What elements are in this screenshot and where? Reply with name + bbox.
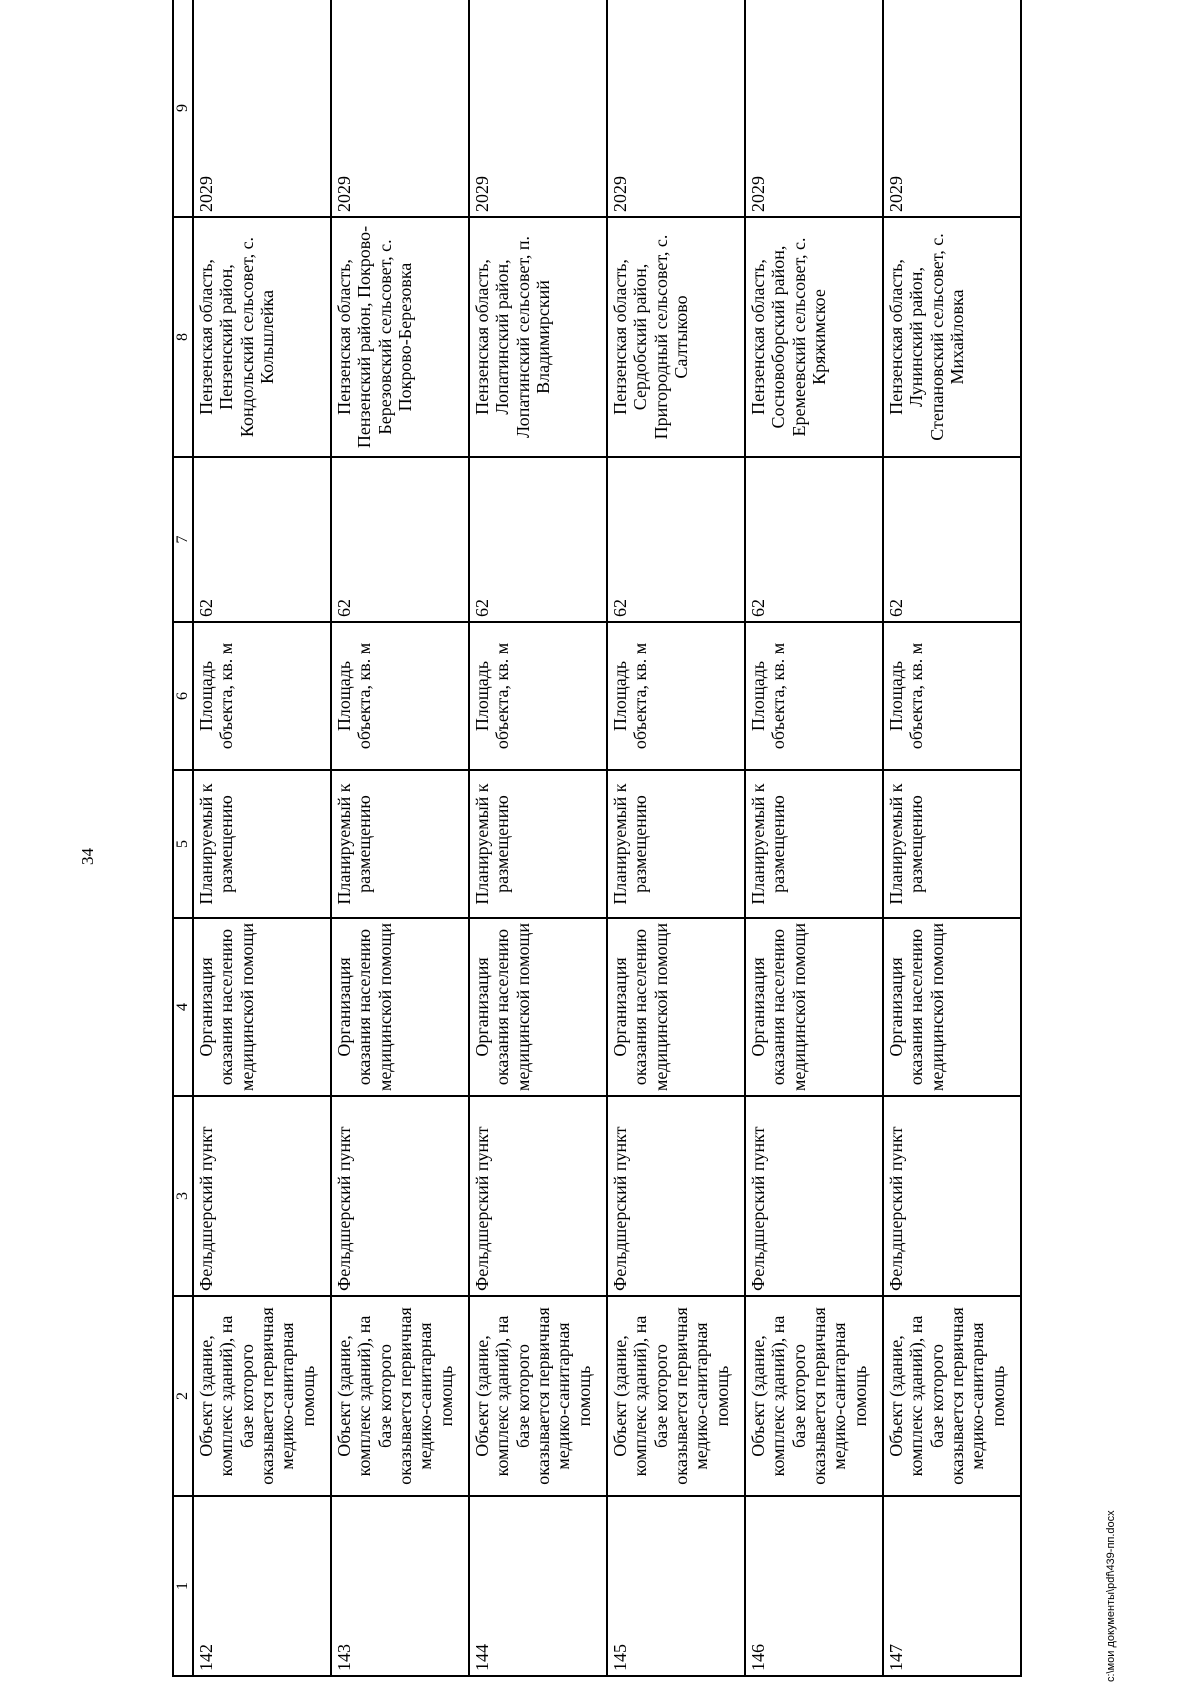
object-type-cell: Объект (здание, комплекс зданий), на базе которого оказывается первичная медико-санитарная помощь: [193, 1296, 331, 1496]
object-name-cell: Фельдшерский пункт: [331, 1096, 469, 1296]
header-cell: 4: [173, 918, 193, 1096]
row-number-cell: 144: [469, 1496, 607, 1676]
year-cell: 2029: [745, 0, 883, 217]
object-name-cell: Фельдшерский пункт: [745, 1096, 883, 1296]
characteristic-cell: Площадь объекта, кв. м: [745, 622, 883, 770]
row-number-cell: 145: [607, 1496, 745, 1676]
status-cell: Планируемый к размещению: [193, 770, 331, 918]
object-type-cell: Объект (здание, комплекс зданий), на базе которого оказывается первичная медико-санитарная помощь: [883, 1296, 1021, 1496]
document-table-container: [172, 0, 1017, 1677]
characteristic-cell: Площадь объекта, кв. м: [883, 622, 1021, 770]
header-cell: 6: [173, 622, 193, 770]
purpose-cell: Организация оказания населению медицинской помощи: [331, 918, 469, 1096]
table-row: [883, 0, 1021, 1676]
header-cell: 7: [173, 457, 193, 622]
value-cell: 62: [607, 457, 745, 622]
purpose-cell: Организация оказания населению медицинской помощи: [883, 918, 1021, 1096]
characteristic-cell: Площадь объекта, кв. м: [469, 622, 607, 770]
year-cell: 2029: [607, 0, 745, 217]
status-cell: Планируемый к размещению: [745, 770, 883, 918]
purpose-cell: Организация оказания населению медицинской помощи: [745, 918, 883, 1096]
table-row: [193, 0, 331, 1676]
object-name-cell: Фельдшерский пункт: [607, 1096, 745, 1296]
location-cell: Пензенская область, Сосновоборский район, Еремеевский сельсовет, с. Кряжимское: [745, 217, 883, 457]
year-cell: 2029: [193, 0, 331, 217]
value-cell: 62: [193, 457, 331, 622]
characteristic-cell: Площадь объекта, кв. м: [331, 622, 469, 770]
year-cell: 2029: [883, 0, 1021, 217]
status-cell: Планируемый к размещению: [883, 770, 1021, 918]
purpose-cell: Организация оказания населению медицинской помощи: [469, 918, 607, 1096]
characteristic-cell: Площадь объекта, кв. м: [193, 622, 331, 770]
location-cell: Пензенская область, Лопатинский район, Лопатинский сельсовет, п. Владимирский: [469, 217, 607, 457]
header-cell: 8: [173, 217, 193, 457]
table-row: [469, 0, 607, 1676]
location-cell: Пензенская область, Пензенский район, Кондольский сельсовет, с. Кольшлейка: [193, 217, 331, 457]
facilities-table: [172, 0, 1022, 1677]
year-cell: 2029: [469, 0, 607, 217]
object-name-cell: Фельдшерский пункт: [469, 1096, 607, 1296]
location-cell: Пензенская область, Лунинский район, Степановский сельсовет, с. Михайловка: [883, 217, 1021, 457]
object-type-cell: Объект (здание, комплекс зданий), на базе которого оказывается первичная медико-санитарная помощь: [607, 1296, 745, 1496]
table-row: [607, 0, 745, 1676]
header-cell: 2: [173, 1296, 193, 1496]
characteristic-cell: Площадь объекта, кв. м: [607, 622, 745, 770]
status-cell: Планируемый к размещению: [607, 770, 745, 918]
location-cell: Пензенская область, Пензенский район, Покрово-Березовский сельсовет, с. Покрово-Березовка: [331, 217, 469, 457]
year-cell: 2029: [331, 0, 469, 217]
row-number-cell: 147: [883, 1496, 1021, 1676]
row-number-cell: 146: [745, 1496, 883, 1676]
header-cell: 9: [173, 0, 193, 217]
value-cell: 62: [331, 457, 469, 622]
header-cell: 5: [173, 770, 193, 918]
value-cell: 62: [883, 457, 1021, 622]
status-cell: Планируемый к размещению: [469, 770, 607, 918]
header-cell: 1: [173, 1496, 193, 1676]
object-type-cell: Объект (здание, комплекс зданий), на базе которого оказывается первичная медико-санитарная помощь: [469, 1296, 607, 1496]
purpose-cell: Организация оказания населению медицинской помощи: [607, 918, 745, 1096]
table-row: [331, 0, 469, 1676]
location-cell: Пензенская область, Сердобский район, Пригородный сельсовет, с. Салтыково: [607, 217, 745, 457]
table-row: [745, 0, 883, 1676]
value-cell: 62: [469, 457, 607, 622]
object-type-cell: Объект (здание, комплекс зданий), на базе которого оказывается первичная медико-санитарная помощь: [331, 1296, 469, 1496]
object-type-cell: Объект (здание, комплекс зданий), на базе которого оказывается первичная медико-санитарная помощь: [745, 1296, 883, 1496]
value-cell: 62: [745, 457, 883, 622]
footer-file-path: c:\мои документы\pdf\439-пп.docx: [1105, 1510, 1117, 1682]
page-number: 34: [78, 848, 97, 865]
purpose-cell: Организация оказания населению медицинской помощи: [193, 918, 331, 1096]
object-name-cell: Фельдшерский пункт: [883, 1096, 1021, 1296]
header-row: [173, 0, 193, 1676]
row-number-cell: 143: [331, 1496, 469, 1676]
row-number-cell: 142: [193, 1496, 331, 1676]
status-cell: Планируемый к размещению: [331, 770, 469, 918]
object-name-cell: Фельдшерский пункт: [193, 1096, 331, 1296]
header-cell: 3: [173, 1096, 193, 1296]
